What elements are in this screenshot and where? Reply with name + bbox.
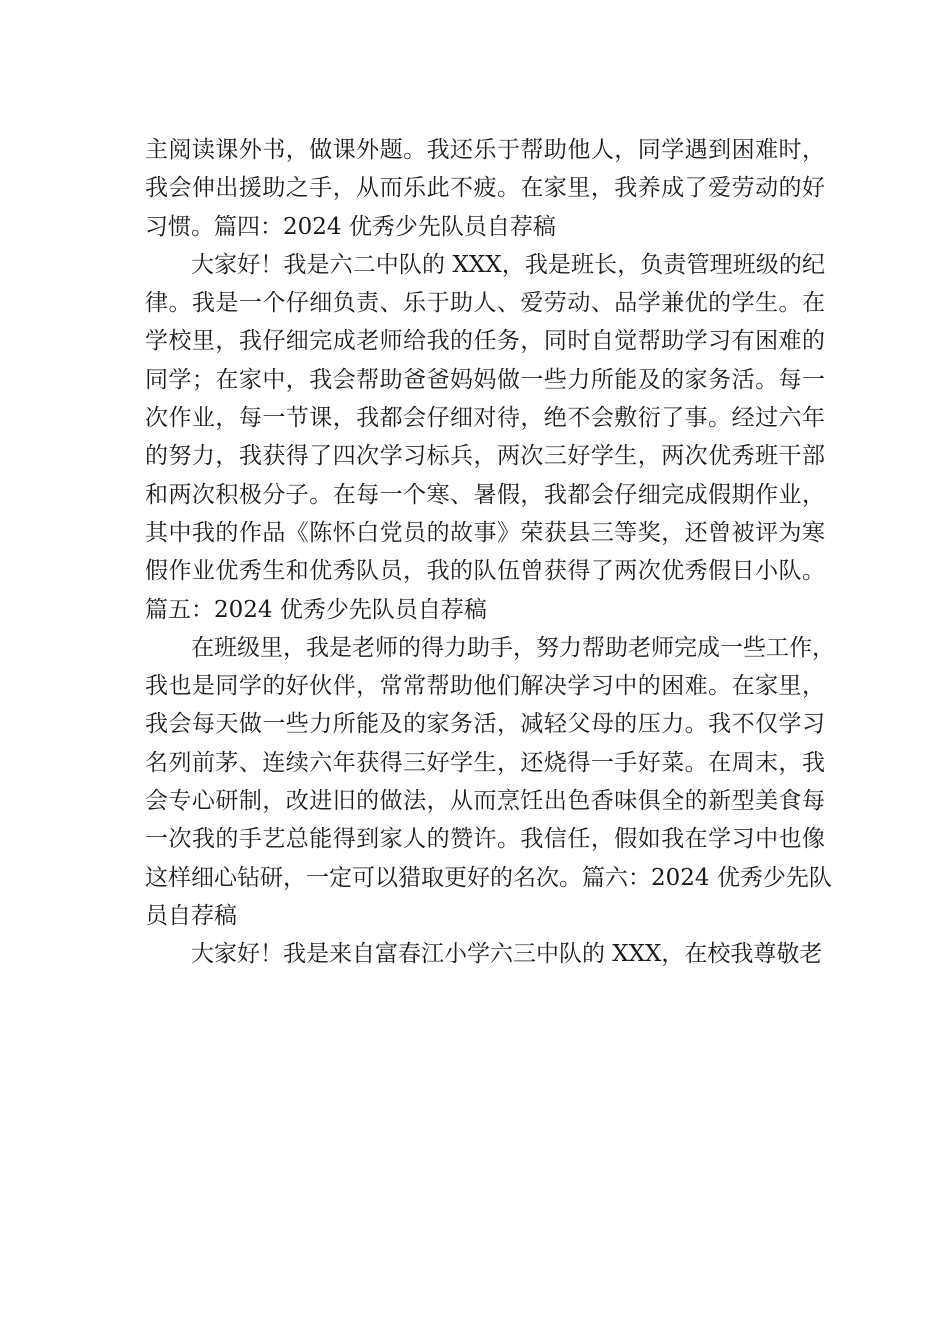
text-line: 在班级里，我是老师的得力助手，努力帮助老师完成一些工作，: [191, 634, 835, 661]
text-line: 我也是同学的好伙伴，常常帮助他们解决学习中的困难。在家里，: [145, 673, 825, 700]
text-line: 大家好！我是六二中队的 XXX，我是班长，负责管理班级的纪: [191, 251, 825, 278]
text-line: 我会伸出援助之手，从而乐此不疲。在家里，我养成了爱劳动的好: [145, 175, 825, 202]
text-line: 这样细心钻研，一定可以猎取更好的名次。篇六：2024 优秀少先队: [145, 864, 832, 891]
text-line: 会专心研制，改进旧的做法，从而烹饪出色香味俱全的新型美食每: [145, 788, 825, 815]
text-line: 篇五：2024 优秀少先队员自荐稿: [145, 596, 487, 623]
text-line: 名列前茅、连续六年获得三好学生，还烧得一手好菜。在周末，我: [145, 749, 825, 776]
text-line: 大家好！我是来自富春江小学六三中队的 XXX，在校我尊敬老: [191, 941, 823, 968]
text-line: 员自荐稿: [145, 902, 237, 929]
text-line: 其中我的作品《陈怀白党员的故事》荣获县三等奖，还曾被评为寒: [145, 519, 825, 546]
text-line: 和两次积极分子。在每一个寒、暑假，我都会仔细完成假期作业，: [145, 481, 825, 508]
text-line: 学校里，我仔细完成老师给我的任务，同时自觉帮助学习有困难的: [145, 328, 825, 355]
text-line: 同学；在家中，我会帮助爸爸妈妈做一些力所能及的家务活。每一: [145, 366, 825, 393]
text-line: 律。我是一个仔细负责、乐于助人、爱劳动、品学兼优的学生。在: [145, 290, 825, 317]
text-line: 次作业，每一节课，我都会仔细对待，绝不会敷衍了事。经过六年: [145, 405, 825, 432]
text-line: 主阅读课外书，做课外题。我还乐于帮助他人，同学遇到困难时，: [145, 137, 825, 163]
body-text: [145, 131, 835, 974]
text-line: 我会每天做一些力所能及的家务活，减轻父母的压力。我不仅学习: [145, 711, 825, 738]
text-line: 假作业优秀生和优秀队员，我的队伍曾获得了两次优秀假日小队。: [145, 558, 825, 585]
text-line: 的努力，我获得了四次学习标兵，两次三好学生，两次优秀班干部: [145, 443, 825, 470]
text-line: 习惯。篇四：2024 优秀少先队员自荐稿: [145, 213, 556, 240]
text-line: 一次我的手艺总能得到家人的赞许。我信任，假如我在学习中也像: [145, 826, 825, 853]
